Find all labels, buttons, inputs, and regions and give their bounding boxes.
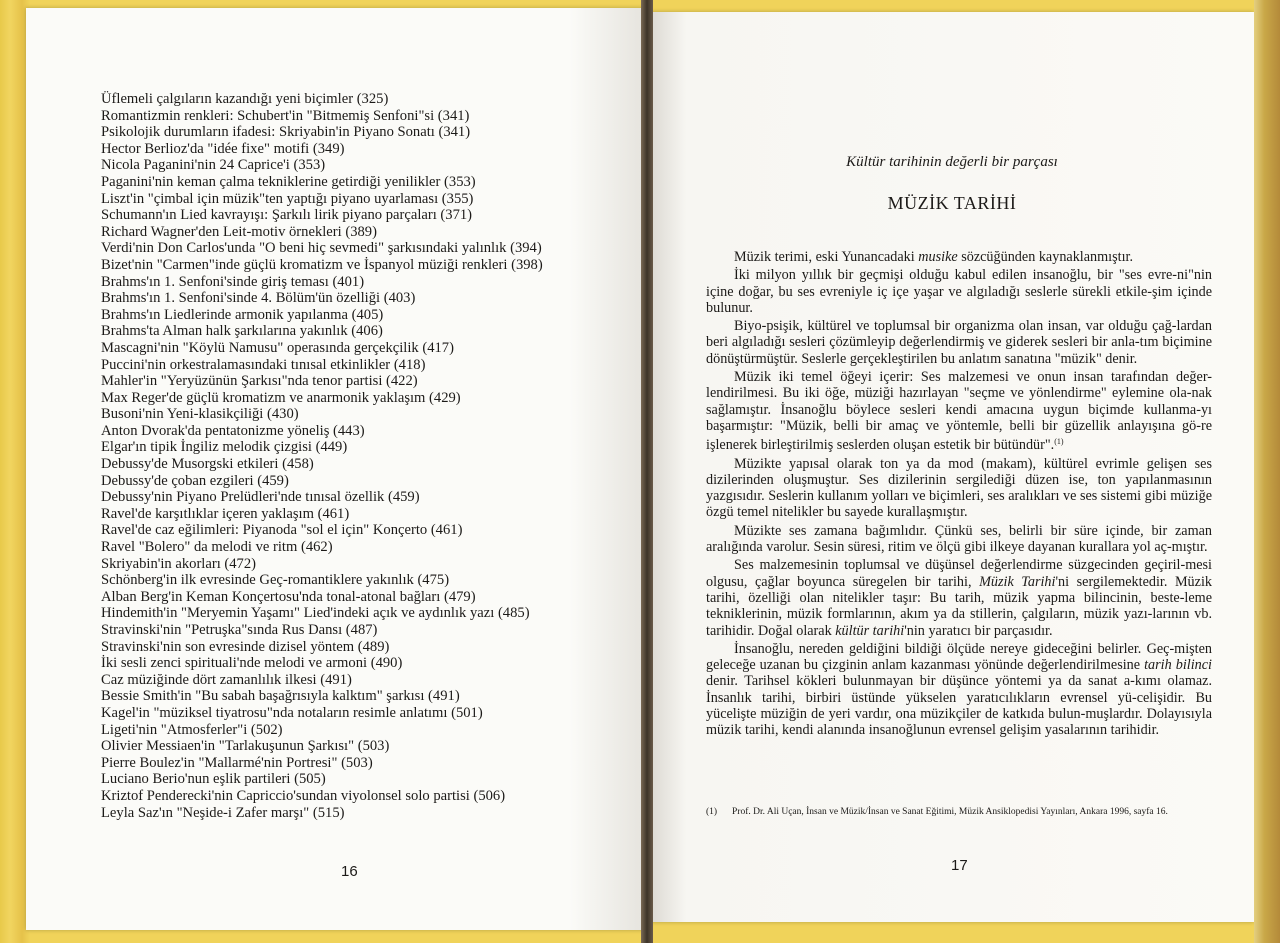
list-item: Liszt'in "çimbal için müzik"ten yaptığı piyano uyarlaması (355) [101,190,474,207]
paragraph: İnsanoğlu, nereden geldiğini bildiği ölçüde nereye gideceğini belirler. Geç-mişten geleceğe uzanan bu çizginin anlam kazanması yönünde değerlendirilmesine tarih bilinci denir. Tarihsel kökleri bulunmayan bir düşünce yöntemi ya da sanat a-kımı olamaz. İnsanlık tarihi, birbiri üstünde yükselen yaratıcılıkların evrensel yü-celişidir. Bu yücelişte müziğin de yeri vardır, ona müzikçiler de katkıda bulun-muşlardır. Dolayısıyla müzik tarihi, kendi alanında insanoğlunun evrensel gelişim yasalarının tarihidir. [706,640,1212,739]
list-item: Leyla Saz'ın "Neşide-i Zafer marşı" (515) [101,804,345,821]
list-item: Kagel'in "müziksel tiyatrosu"nda notaların resimle anlatımı (501) [101,704,483,721]
chapter-body [706,249,1212,741]
list-item: Mascagni'nin "Köylü Namusu" operasında gerçekçilik (417) [101,339,454,356]
paragraph: Müzik iki temel öğeyi içerir: Ses malzemesi ve onun insan tarafından değer-lendirilmesi. Bu iki öğe, müziği hazırlayan "seçme ve yönlendirme" eylemine ola-nak sağlamıştır. İnsanoğlu böylece sesleri kendi amacına uygun biçimde kullanma-yı başarmıştır: "Müzik, belli bir amaç ve yöntemle, belli bir güzellik anlayışına gö-re işlenerek birleştirilmiş seslerden oluşan estetik bir bütündür".$^{(1)}$ [706,369,1212,454]
list-item: Hector Berlioz'da "idée fixe" motifi (349) [101,140,345,157]
example-list [101,91,621,821]
list-item: Schönberg'in ilk evresinde Geç-romantiklere yakınlık (475) [101,572,450,589]
list-item: Brahms'ın Liedlerinde armonik yapılanma (405) [101,306,384,323]
list-item: Romantizmin renkleri: Schubert'in "Bitmemiş Senfoni"si (341) [101,107,470,124]
list-item: Ravel "Bolero" da melodi ve ritm (462) [101,539,333,556]
list-item: Ravel'de karşıtlıklar içeren yaklaşım (461) [101,505,350,522]
paragraph: Müzik terimi, eski Yunancadaki musike sözcüğünden kaynaklanmıştır. [734,249,1134,265]
paragraph: İki milyon yıllık bir geçmişi olduğu kabul edilen insanoğlu, bir "ses evre-ni"nin içine doğar, bu ses evreniyle iç içe yaşar ve algıladığı seslerle sürekli etkile-şim içinde bulunur. [706,267,1212,316]
list-item: Stravinski'nin son evresinde dizisel yöntem (489) [101,638,390,655]
paragraph: Müzikte ses zamana bağımlıdır. Çünkü ses, belirli bir süre içinde, bir zaman aralığında varolur. Sesin süresi, ritim ve ölçü gibi ilkeye dayanan kurallara yol aç-mıştır. [706,522,1212,556]
footnote-marker: (1) [706,807,718,817]
book-spine [641,0,653,943]
list-item: Olivier Messiaen'in "Tarlakuşunun Şarkısı" (503) [101,738,390,755]
list-item: Ligeti'nin "Atmosferler"i (502) [101,721,283,738]
list-item: Brahms'ta Alman halk şarkılarına yakınlık (406) [101,323,383,340]
list-item: Debussy'de Musorgski etkileri (458) [101,456,314,473]
list-item: Hindemith'in "Meryemin Yaşamı" Lied'indeki açık ve aydınlık yazı (485) [101,605,530,622]
list-item: Richard Wagner'den Leit-motiv örnekleri (389) [101,223,377,240]
list-item: Puccini'nin orkestralamasındaki tınısal etkinlikler (418) [101,356,426,373]
list-item: Bizet'nin "Carmen"inde güçlü kromatizm ve İspanyol müziği renkleri (398) [101,256,543,273]
list-item: Bessie Smith'in "Bu sabah başağrısıyla kalktım" şarkısı (491) [101,688,460,705]
list-item: Anton Dvorak'da pentatonizme yöneliş (443) [101,422,365,439]
list-item: Stravinski'nin "Petruşka"sında Rus Dansı (487) [101,622,378,638]
list-item: Mahler'in "Yeryüzünün Şarkısı"nda tenor partisi (422) [101,373,418,390]
list-item: Schumann'ın Lied kavrayışı: Şarkılı lirik piyano parçaları (371) [101,207,473,224]
list-item: Busoni'nin Yeni-klasikçiliği (430) [101,406,299,423]
list-item: Max Reger'de güçlü kromatizm ve anarmonik yaklaşım (429) [101,389,461,406]
footnote [706,806,1216,818]
list-item: Alban Berg'in Keman Konçertosu'nda tonal-atonal bağları (479) [101,588,476,605]
chapter-subtitle: Kültür tarihinin değerli bir parçası [846,154,1058,170]
list-item: Verdi'nin Don Carlos'unda "O beni hiç sevmedi" şarkısındaki yalınlık (394) [101,240,542,257]
list-item: Skriyabin'in akorları (472) [101,555,257,572]
paragraph: Ses malzemesinin toplumsal ve düşünsel değerlendirme süzgecinden geçiril-mesi olgusu, çağlar boyunca süregelen bir tarihi, Müzik Tarihi'ni sergilemektedir. Müzik tarihi, özelliği olan nitelikler taşır: Bu tarih, müzik yapma bilincinin, beste-leme tekniklerinin, müzik formlarının, akım ya da stillerin, çalgıların, müzik yazı-larının vb. tarihidir. Doğal olarak kültür tarihi'nin yaratıcı bir parçasıdır. [706,557,1212,639]
list-item: Elgar'ın tipik İngiliz melodik çizgisi (449) [101,439,348,456]
list-item: Kriztof Penderecki'nin Capriccio'sundan viyolonsel solo partisi (506) [101,787,506,804]
list-item: Ravel'de caz eğilimleri: Piyanoda "sol el için" Konçerto (461) [101,522,463,539]
page-number-left: 16 [341,863,358,880]
list-item: Nicola Paganini'nin 24 Caprice'i (353) [101,157,326,174]
footnote-ref: (1) [1054,437,1064,447]
list-item: Debussy'nin Piyano Prelüdleri'nde tınısal özellik (459) [101,489,420,506]
page-number-right: 17 [951,857,968,874]
list-item: Brahms'ın 1. Senfoni'sinde giriş teması (401) [101,273,365,290]
paragraph: Müzikte yapısal olarak ton ya da mod (makam), kültürel evrimle gelişen ses dizilerinden oluşmuştur. Ses dizilerinin sergilediği düzen ise, ton yapılanmasının yazgısıdır. Seslerin kullanım yolları ve biçimleri, ses aralıkları ve ses sistemi gibi müziğe özgü temel nitelikler bu sayede kurallaşmıştır. [706,455,1212,521]
list-item: Debussy'de çoban ezgileri (459) [101,472,289,489]
list-item: İki sesli zenci spirituali'nde melodi ve armoni (490) [101,655,403,672]
chapter-title: MÜZİK TARİHİ [887,193,1017,213]
list-item: Paganini'nin keman çalma tekniklerine getirdiği yenilikler (353) [101,173,476,190]
list-item: Psikolojik durumların ifadesi: Skriyabin'in Piyano Sonatı (341) [101,124,471,141]
paragraph: Biyo-psişik, kültürel ve toplumsal bir organizma olan insan, var olduğu çağ-lardan beri algıladığı sesleri çözümleyip değerlendirmiş ve giderek sesleri bir anla-tım biçimine dönüştürmüştür. Seslerle gerçekleştirilen bu anlatım sanatına "müzik" denir. [706,318,1212,367]
footnote-text: Prof. Dr. Ali Uçan, İnsan ve Müzik/İnsan ve Sanat Eğitimi, Müzik Ansiklopedisi Yayınları, Ankara 1996, sayfa 16. [732,807,1168,817]
list-item: Brahms'ın 1. Senfoni'sinde 4. Bölüm'ün özelliği (403) [101,290,416,307]
list-item: Pierre Boulez'in "Mallarmé'nin Portresi" (503) [101,754,373,771]
cover-edge [1254,0,1280,943]
list-item: Caz müziğinde dört zamanlılık ilkesi (491) [101,671,352,688]
list-item: Luciano Berio'nun eşlik partileri (505) [101,771,326,788]
list-item: Üflemeli çalgıların kazandığı yeni biçimler (325) [101,91,389,107]
